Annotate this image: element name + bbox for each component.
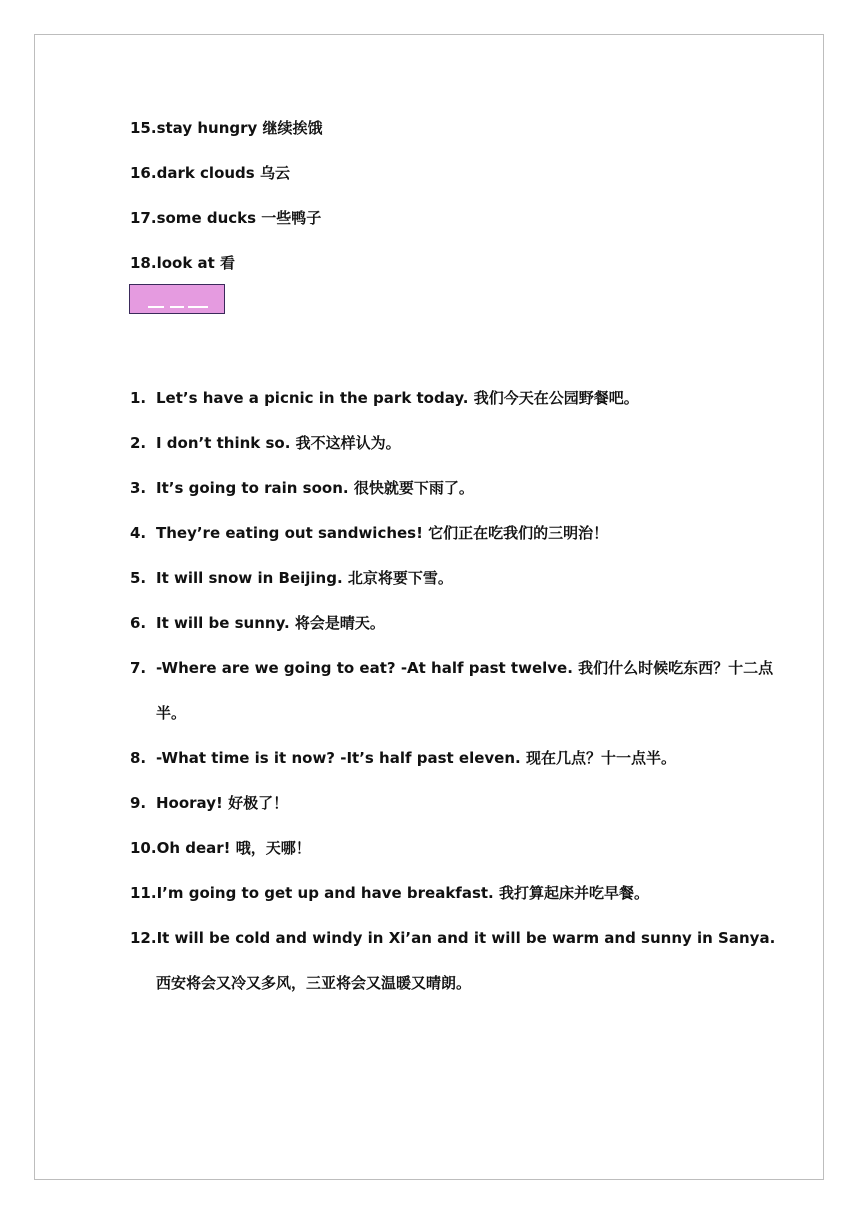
item-number: 18. — [130, 254, 157, 272]
item-text: dark clouds 乌云 — [156, 164, 290, 182]
item-text: Let’s have a picnic in the park today. 我们今天在公园野餐吧。 — [156, 389, 639, 407]
sentence-item-10 — [130, 838, 311, 858]
sentence-item-4 — [130, 523, 608, 543]
sentence-item-7-continuation — [156, 703, 186, 723]
item-number: 5. — [130, 569, 147, 587]
item-text: stay hungry 继续挨饿 — [156, 119, 323, 137]
item-number: 16. — [130, 164, 157, 182]
item-text: -Where are we going to eat? -At half past twelve. 我们什么时候吃东西？十二点 — [156, 659, 774, 677]
phrase-item-17 — [130, 208, 321, 228]
item-text: It will be cold and windy in Xi’an and it will be warm and sunny in Sanya. — [156, 929, 776, 947]
tag-mark — [170, 306, 184, 308]
sentence-item-11 — [130, 883, 649, 903]
page-frame — [34, 34, 824, 1180]
item-number: 3. — [130, 479, 147, 497]
sentence-item-1 — [130, 388, 639, 408]
item-number: 4. — [130, 524, 147, 542]
phrase-item-15 — [130, 118, 323, 138]
item-number: 11. — [130, 884, 157, 902]
sentence-item-2 — [130, 433, 401, 453]
item-text: 西安将会又冷又多风，三亚将会又温暖又晴朗。 — [156, 974, 472, 992]
item-text: I’m going to get up and have breakfast. 我打算起床并吃早餐。 — [156, 884, 649, 902]
item-text: It will be sunny. 将会是晴天。 — [156, 614, 385, 632]
item-number: 2. — [130, 434, 147, 452]
item-text: I don’t think so. 我不这样认为。 — [156, 434, 401, 452]
sentence-item-9 — [130, 793, 288, 813]
item-text: It’s going to rain soon. 很快就要下雨了。 — [156, 479, 474, 497]
item-number: 1. — [130, 389, 147, 407]
item-text: Hooray! 好极了！ — [156, 794, 289, 812]
section-tag — [129, 284, 225, 314]
item-text: Oh dear! 哦，天哪！ — [156, 839, 311, 857]
item-text: They’re eating out sandwiches! 它们正在吃我们的三明治！ — [156, 524, 609, 542]
sentence-item-8 — [130, 748, 676, 768]
sentence-item-12 — [130, 928, 775, 948]
item-text: -What time is it now? -It’s half past eleven. 现在几点？十一点半。 — [156, 749, 676, 767]
sentence-item-6 — [130, 613, 385, 633]
item-number: 9. — [130, 794, 147, 812]
sentence-item-12-continuation — [156, 973, 471, 993]
tag-mark — [148, 306, 164, 308]
sentence-item-3 — [130, 478, 474, 498]
item-number: 12. — [130, 929, 157, 947]
sentence-item-5 — [130, 568, 453, 588]
item-text: look at 看 — [156, 254, 236, 272]
phrase-item-18 — [130, 253, 235, 273]
item-text: some ducks 一些鸭子 — [156, 209, 322, 227]
item-number: 10. — [130, 839, 157, 857]
item-text: 半。 — [156, 704, 187, 722]
tag-mark — [188, 306, 208, 308]
item-number: 8. — [130, 749, 147, 767]
item-number: 6. — [130, 614, 147, 632]
item-number: 17. — [130, 209, 157, 227]
item-number: 7. — [130, 659, 147, 677]
phrase-item-16 — [130, 163, 290, 183]
sentence-item-7 — [130, 658, 773, 678]
item-text: It will snow in Beijing. 北京将要下雪。 — [156, 569, 453, 587]
item-number: 15. — [130, 119, 157, 137]
